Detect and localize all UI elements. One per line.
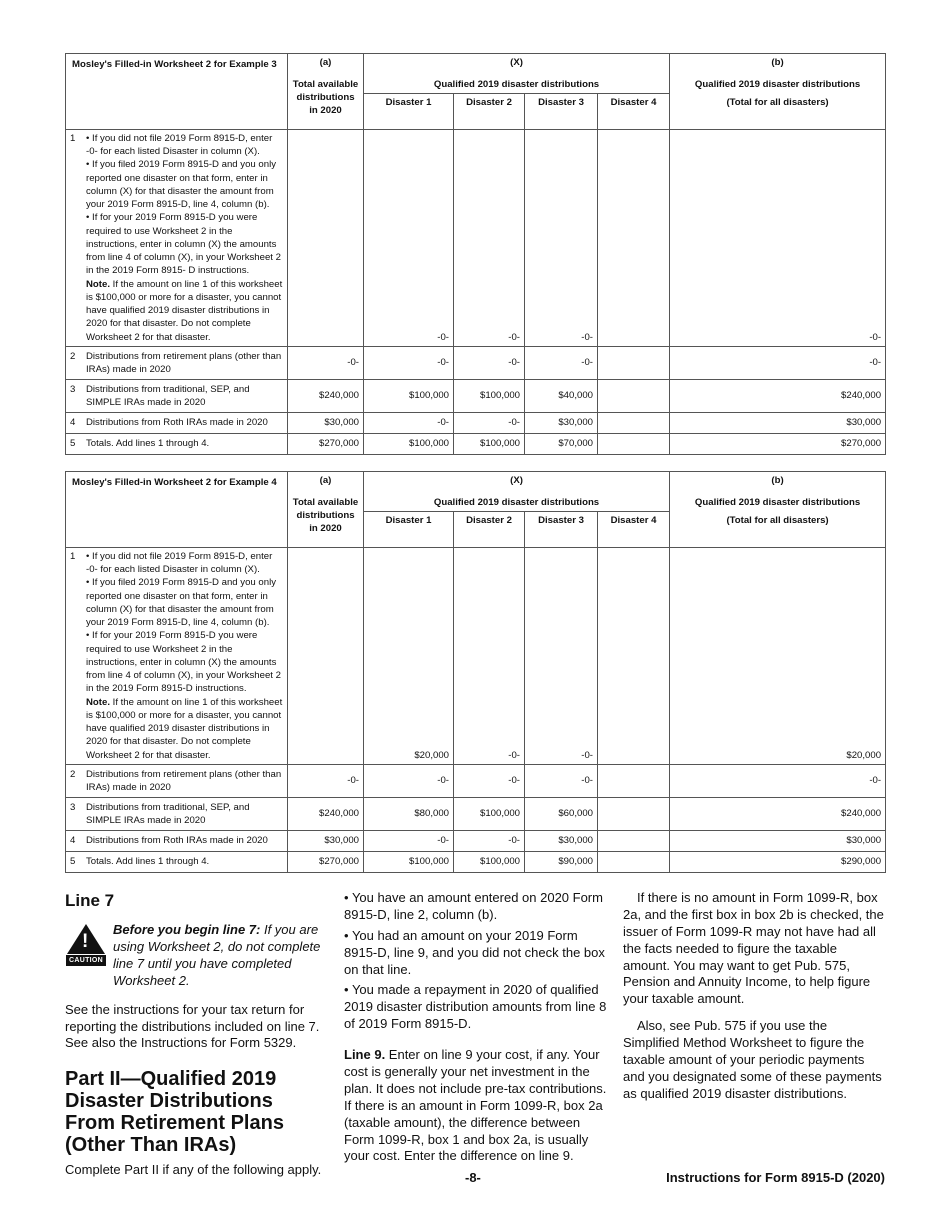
line-1-disaster-4 [598, 548, 670, 765]
line-1-col-b: $20,000 [670, 548, 886, 765]
line-1-col-a [288, 548, 364, 765]
line-4-disaster-2: -0- [454, 830, 525, 851]
line-5-label: 5 Totals. Add lines 1 through 4. [66, 851, 288, 872]
disaster-3-header: Disaster 3 [525, 512, 598, 548]
line-3-disaster-2: $100,000 [454, 379, 525, 412]
text-column-2: • You have an amount entered on 2020 Form 8915-D, line 2, column (b). • You had an amount on your 2019 Form 8915-D, line 9, and you did not check the box on that line. • You made a repayment in 2020 of qualified 2019 disaster distribution amounts from line 8 of 2019 Form 8915-D. Line 9. Enter on line 9 your cost, if any. Your cost is generally your net investment in the plan. It does not include pre-tax contributions. If there is an amount in Form 1099-R, box 2a (taxable amount), the difference between Form 1099-R, box 1 and box 2a, is usually your cost. Enter the difference on line 9. [344, 890, 609, 1175]
line-4-disaster-3: $30,000 [525, 830, 598, 851]
col-x-letter: (X) [364, 54, 670, 76]
line-3-disaster-2: $100,000 [454, 797, 525, 830]
line-9-paragraph [344, 1047, 609, 1165]
caution-label: CAUTION [66, 955, 106, 966]
line-3-label: 3 Distributions from traditional, SEP, and SIMPLE IRAs made in 2020 [66, 379, 288, 412]
line-9-label: Line 9. [344, 1047, 386, 1063]
also-see-paragraph: Also, see Pub. 575 if you use the Simplified Method Worksheet to figure the taxable amount of your periodic payments and you designated some of these payments as qualified 2019 disaster distributions. [623, 1018, 882, 1101]
line-5-disaster-2: $100,000 [454, 851, 525, 872]
line-number: 1 [70, 551, 76, 562]
line-2-disaster-3: -0- [525, 764, 598, 797]
col-b-label: Qualified 2019 disaster distributions [670, 494, 886, 512]
line-3-label: 3 Distributions from traditional, SEP, and SIMPLE IRAs made in 2020 [66, 797, 288, 830]
worksheet-example-4 [65, 471, 886, 873]
line-4-disaster-4 [598, 412, 670, 433]
line-5-disaster-4 [598, 433, 670, 454]
part-2-intro: Complete Part II if any of the following apply. [65, 1162, 322, 1178]
line-5-disaster-3: $70,000 [525, 433, 598, 454]
line-4-label: 4 Distributions from Roth IRAs made in 2020 [66, 412, 288, 433]
line-1-disaster-1: $20,000 [364, 548, 454, 765]
line-5-disaster-1: $100,000 [364, 433, 454, 454]
line-4-disaster-4 [598, 830, 670, 851]
line-1-disaster-2: -0- [454, 130, 525, 347]
col-b-label: Qualified 2019 disaster distributions [670, 76, 886, 94]
col-b-sub: (Total for all disasters) [670, 94, 886, 130]
line-3-col-a: $240,000 [288, 379, 364, 412]
line-1-note: If the amount on line 1 of this worksheet is $100,000 or more for a disaster, you cannot have qualified 2019 disaster distributions in 2020 for that disaster. Do not complete Worksheet 2 for that disaster. [86, 696, 283, 761]
line-1-instructions: 1 • If you did not file 2019 Form 8915-D, enter -0- for each listed Disaster in column (X). • If you filed 2019 Form 8915-D and you only reported one disaster on that form, enter in column (X) for that disaster the amount from your 2019 Form 8915-D, line 4, column (b). • If for your 2019 Form 8915-D you were required to use Worksheet 2 in the instructions, enter in column (X) the amounts from line 4 of column (X), in your Worksheet 2 in the 2019 Form 8915-D instructions. Note. If the amount on line 1 of this worksheet is $100,000 or more for a disaster, you cannot have qualified 2019 disaster distributions in 2020 for that disaster. Do not complete Worksheet 2 for that disaster. [66, 548, 288, 765]
line-5-col-a: $270,000 [288, 851, 364, 872]
col-b-letter: (b) [670, 472, 886, 494]
line-1-instructions: 1 • If you did not file 2019 Form 8915-D, enter -0- for each listed Disaster in column (X). • If you filed 2019 Form 8915-D and you only reported one disaster on that form, enter in column (X) for that disaster the amount from your 2019 Form 8915-D, line 4, column (b). • If for your 2019 Form 8915-D you were required to use Worksheet 2 in the instructions, enter in column (X) the amounts from line 4 of column (X), in your Worksheet 2 in the 2019 Form 8915- D instructions. Note. If the amount on line 1 of this worksheet is $100,000 or more for a disaster, you cannot have qualified 2019 disaster distributions in 2020 for that disaster. Do not complete Worksheet 2 for that disaster. [66, 130, 288, 347]
text-column-3 [623, 890, 885, 1113]
line-1-bullet-3: If for your 2019 Form 8915-D you were required to use Worksheet 2 in the instructions, enter in column (X) the amounts from line 4 of column (X), in your Worksheet 2 in the 2019 Form 8915-D instructions. [86, 630, 281, 695]
line-4-col-a: $30,000 [288, 412, 364, 433]
col-b-sub: (Total for all disasters) [670, 512, 886, 548]
col-b-letter: (b) [670, 54, 886, 76]
line-5-disaster-4 [598, 851, 670, 872]
apply-bullet-1: You have an amount entered on 2020 Form 8915-D, line 2, column (b). [344, 890, 603, 922]
line-1-bullet-2: If you filed 2019 Form 8915-D and you only reported one disaster on that form, enter in column (X) for that disaster the amount from your 2019 Form 8915-D, line 4, column (b). [86, 159, 277, 211]
line-1-bullet-1: If you did not file 2019 Form 8915-D, enter -0- for each listed Disaster in column (X). [86, 551, 273, 576]
line-5-col-b: $270,000 [670, 433, 886, 454]
line-4-col-b: $30,000 [670, 412, 886, 433]
caution-text: If you are using Worksheet 2, do not complete line 7 until you have completed Worksheet 2. [113, 922, 321, 988]
line-4-disaster-1: -0- [364, 412, 454, 433]
line-4-disaster-2: -0- [454, 412, 525, 433]
footer-title: Instructions for Form 8915-D (2020) [666, 1170, 885, 1185]
line-2-disaster-3: -0- [525, 346, 598, 379]
line-4-disaster-1: -0- [364, 830, 454, 851]
line-5-disaster-3: $90,000 [525, 851, 598, 872]
see-instructions-paragraph: See the instructions for your tax return for reporting the distributions included on line 7. See also the Instructions for Form 5329. [65, 1001, 320, 1051]
disaster-4-header: Disaster 4 [598, 94, 670, 130]
note-label: Note. [86, 278, 110, 290]
disaster-4-header: Disaster 4 [598, 512, 670, 548]
line-2-col-b: -0- [670, 764, 886, 797]
col-x-letter: (X) [364, 472, 670, 494]
line-2-col-a: -0- [288, 346, 364, 379]
line-1-col-a [288, 130, 364, 347]
disaster-2-header: Disaster 2 [454, 512, 525, 548]
col-a-label: Total available distributions in 2020 [288, 494, 364, 548]
col-a-label: Total available distributions in 2020 [288, 76, 364, 130]
line-2-disaster-4 [598, 346, 670, 379]
line-1-disaster-4 [598, 130, 670, 347]
text-column-1 [65, 890, 327, 1189]
note-label: Note. [86, 696, 110, 708]
page-number: -8- [465, 1170, 481, 1185]
line-3-disaster-3: $60,000 [525, 797, 598, 830]
line-2-disaster-1: -0- [364, 346, 454, 379]
line-3-disaster-1: $80,000 [364, 797, 454, 830]
line-2-col-b: -0- [670, 346, 886, 379]
col-a-letter: (a) [288, 54, 364, 76]
worksheet-title: Mosley's Filled-in Worksheet 2 for Example 3 [66, 54, 288, 130]
line-5-col-b: $290,000 [670, 851, 886, 872]
disaster-3-header: Disaster 3 [525, 94, 598, 130]
line-3-col-b: $240,000 [670, 797, 886, 830]
line-1-bullet-3: If for your 2019 Form 8915-D you were required to use Worksheet 2 in the instructions, enter in column (X) the amounts from line 4 of column (X), in your Worksheet 2 in the 2019 Form 8915- D instructions. [86, 212, 281, 277]
line-1-col-b: -0- [670, 130, 886, 347]
line-1-disaster-1: -0- [364, 130, 454, 347]
line-2-label: 2 Distributions from retirement plans (other than IRAs) made in 2020 [66, 764, 288, 797]
line-3-disaster-4 [598, 379, 670, 412]
line-1-disaster-2: -0- [454, 548, 525, 765]
line-4-col-b: $30,000 [670, 830, 886, 851]
line-5-label: 5 Totals. Add lines 1 through 4. [66, 433, 288, 454]
line-9-text: Enter on line 9 your cost, if any. Your cost is generally your net investment in the plan. It does not include pre-tax contributions. If there is an amount in Form 1099-R, box 2a (taxable amount), the difference between Form 1099-R, box 1 and box 2a, is usually your cost. Enter the difference on line 9. [344, 1047, 607, 1164]
line-1-bullet-2: If you filed 2019 Form 8915-D and you only reported one disaster on that form, enter in column (X) for that disaster the amount from your 2019 Form 8915-D, line 4, column (b). [86, 577, 277, 629]
line-4-disaster-3: $30,000 [525, 412, 598, 433]
line-7-heading: Line 7 [65, 891, 115, 910]
line-3-col-a: $240,000 [288, 797, 364, 830]
no-amount-paragraph: If there is no amount in Form 1099-R, box 2a, and the first box in box 2b is checked, the issuer of Form 1099-R may not have had all the facts needed to figure the taxable amount. You may want to get Pub. 575, Pension and Annuity Income, to help figure your taxable amount. [623, 890, 884, 1007]
col-a-letter: (a) [288, 472, 364, 494]
col-x-label: Qualified 2019 disaster distributions [364, 494, 670, 512]
line-3-disaster-3: $40,000 [525, 379, 598, 412]
line-4-col-a: $30,000 [288, 830, 364, 851]
col-x-label: Qualified 2019 disaster distributions [364, 76, 670, 94]
disaster-1-header: Disaster 1 [364, 512, 454, 548]
disaster-1-header: Disaster 1 [364, 94, 454, 130]
line-2-disaster-2: -0- [454, 346, 525, 379]
line-3-disaster-1: $100,000 [364, 379, 454, 412]
worksheet-title: Mosley's Filled-in Worksheet 2 for Example 4 [66, 472, 288, 548]
line-2-label: 2 Distributions from retirement plans (other than IRAs) made in 2020 [66, 346, 288, 379]
part-2-heading: Part II—Qualified 2019 Disaster Distributions From Retirement Plans (Other Than IRAs) [65, 1068, 284, 1157]
line-1-bullet-1: If you did not file 2019 Form 8915-D, enter -0- for each listed Disaster in column (X). [86, 133, 273, 158]
apply-bullet-2: You had an amount on your 2019 Form 8915-D, line 9, and you did not check the box on that line. [344, 927, 605, 977]
line-5-disaster-1: $100,000 [364, 851, 454, 872]
line-1-note: If the amount on line 1 of this worksheet is $100,000 or more for a disaster, you cannot have qualified 2019 disaster distributions in 2020 for that disaster. Do not complete Worksheet 2 for that disaster. [86, 278, 283, 343]
caution-block [65, 922, 327, 990]
line-number: 1 [70, 133, 76, 144]
line-4-label: 4 Distributions from Roth IRAs made in 2020 [66, 830, 288, 851]
apply-bullet-3: You made a repayment in 2020 of qualified 2019 disaster distribution amounts from line 8 of 2019 Form 8915-D. [344, 982, 607, 1032]
line-3-disaster-4 [598, 797, 670, 830]
caution-bold: Before you begin line 7: [113, 922, 261, 938]
line-1-disaster-3: -0- [525, 130, 598, 347]
line-3-col-b: $240,000 [670, 379, 886, 412]
line-2-disaster-2: -0- [454, 764, 525, 797]
line-2-col-a: -0- [288, 764, 364, 797]
line-2-disaster-4 [598, 764, 670, 797]
line-5-col-a: $270,000 [288, 433, 364, 454]
line-1-disaster-3: -0- [525, 548, 598, 765]
line-2-disaster-1: -0- [364, 764, 454, 797]
worksheet-example-3 [65, 53, 886, 455]
line-5-disaster-2: $100,000 [454, 433, 525, 454]
disaster-2-header: Disaster 2 [454, 94, 525, 130]
caution-icon: ! CAUTION [65, 924, 107, 990]
